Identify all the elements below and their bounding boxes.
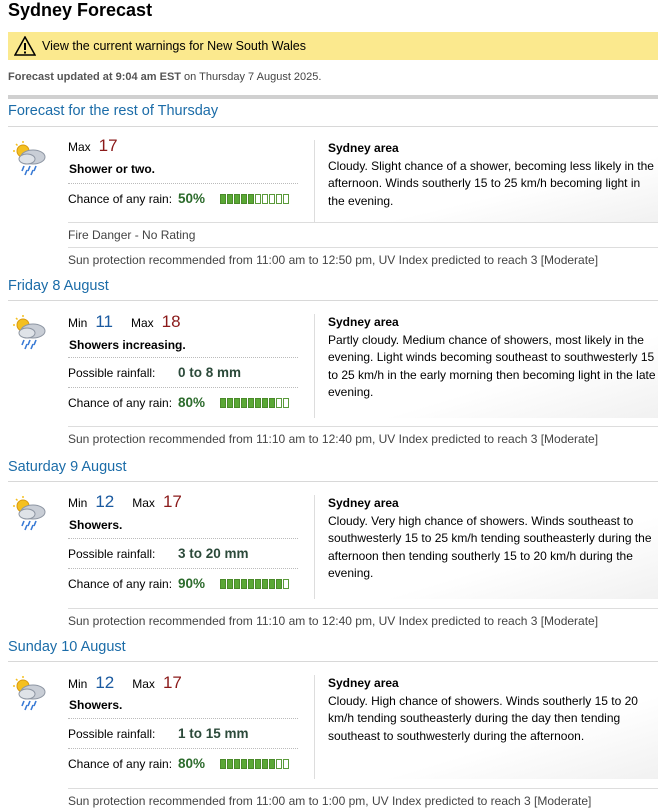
page-title: Sydney Forecast <box>8 0 153 20</box>
rain-bar-segment <box>255 759 261 769</box>
updated-time: Forecast updated at 9:04 am EST <box>8 71 181 83</box>
rain-bar-segment <box>227 759 233 769</box>
rain-bar-segment <box>269 759 275 769</box>
rainfall-row <box>68 357 298 387</box>
notes <box>68 788 658 812</box>
rain-bar-segment <box>283 194 289 204</box>
temperatures <box>68 673 182 693</box>
temperatures <box>68 312 181 332</box>
day-forecast <box>8 126 658 270</box>
shower-icon <box>12 495 48 531</box>
rain-bar-segment <box>241 579 247 589</box>
rain-bar-segment <box>248 579 254 589</box>
rainfall-value: 1 to 15 mm <box>178 726 249 741</box>
rain-chance-bar <box>220 579 289 589</box>
rain-bar-segment <box>227 579 233 589</box>
area-forecast <box>314 314 658 418</box>
rain-bar-segment <box>262 759 268 769</box>
area-text: Cloudy. Very high chance of showers. Winds southeast to southwesterly 15 to 25 km/h tending southeasterly during the afternoon then tending southerly 15 to 20 km/h during the evening. <box>328 513 652 580</box>
rainfall-row <box>68 538 298 568</box>
day-forecast <box>8 481 658 631</box>
rain-chance-value: 80% <box>178 395 206 410</box>
summary: Shower or two. <box>69 162 156 176</box>
warnings-link[interactable] <box>8 32 658 60</box>
rain-bar-segment <box>220 194 226 204</box>
rain-chance-label: Chance of any rain: <box>68 191 173 206</box>
rain-bar-segment <box>276 194 282 204</box>
rain-chance-row <box>68 568 298 598</box>
rain-bar-segment <box>269 579 275 589</box>
rainfall-label: Possible rainfall: <box>68 546 156 561</box>
max-temp: 17 <box>162 492 182 511</box>
area-text: Cloudy. Slight chance of a shower, becoming less likely in the afternoon. Winds southerly 15 to 25 km/h becoming light in the evening. <box>328 158 654 208</box>
rain-chance-value: 90% <box>178 576 206 591</box>
shower-icon <box>12 675 48 711</box>
max-label: Max <box>132 496 155 510</box>
rainfall-label: Possible rainfall: <box>68 365 156 380</box>
rain-chance-value: 50% <box>178 191 206 206</box>
rain-bar-segment <box>241 194 247 204</box>
divider <box>8 95 658 99</box>
rain-bar-segment <box>262 194 268 204</box>
temperatures <box>68 136 118 156</box>
rain-bar-segment <box>255 398 261 408</box>
max-temp: 17 <box>162 673 182 692</box>
area-text: Partly cloudy. Medium chance of showers, most likely in the evening. Light winds becoming southeast to southwesterly 15 to 25 km/h in the early morning then becoming light in the late evening. <box>328 332 656 399</box>
sun-protection: Sun protection recommended from 11:10 am to 12:40 pm, UV Index predicted to reach 3 [Moderate] <box>68 426 658 451</box>
rainfall-value: 0 to 8 mm <box>178 365 242 380</box>
rain-bar-segment <box>276 579 282 589</box>
rainfall-label: Possible rainfall: <box>68 726 156 741</box>
rainfall-row <box>68 718 298 748</box>
day-heading: Friday 8 August <box>8 278 109 294</box>
min-label: Min <box>68 677 88 691</box>
area-forecast <box>314 140 658 222</box>
max-temp: 18 <box>161 312 181 331</box>
rain-bar-segment <box>269 398 275 408</box>
rain-chance-row <box>68 748 298 778</box>
area-forecast <box>314 495 658 599</box>
rain-bar-segment <box>255 194 261 204</box>
sun-protection: Sun protection recommended from 11:00 am to 12:50 pm, UV Index predicted to reach 3 [Moderate] <box>68 247 658 272</box>
max-label: Max <box>68 140 91 154</box>
summary: Showers. <box>69 518 123 532</box>
fire-danger: Fire Danger - No Rating <box>68 222 658 247</box>
warning-icon <box>14 36 36 56</box>
area-forecast <box>314 675 658 779</box>
max-label: Max <box>132 677 155 691</box>
warning-text[interactable]: View the current warnings for New South Wales <box>42 39 307 53</box>
min-label: Min <box>68 496 88 510</box>
rain-bar-segment <box>234 759 240 769</box>
rain-bar-segment <box>234 579 240 589</box>
rain-chance-bar <box>220 759 289 769</box>
area-name: Sydney area <box>328 141 399 155</box>
rain-chance-label: Chance of any rain: <box>68 756 173 771</box>
rain-bar-segment <box>283 579 289 589</box>
rain-bar-segment <box>234 398 240 408</box>
area-text: Cloudy. High chance of showers. Winds southerly 15 to 20 km/h tending southeasterly during the day then tending southeast to southwesterly during the afternoon. <box>328 693 638 743</box>
temperatures <box>68 492 182 512</box>
rain-bar-segment <box>276 398 282 408</box>
shower-icon <box>12 314 48 350</box>
rain-bar-segment <box>248 194 254 204</box>
day-heading: Sunday 10 August <box>8 639 126 655</box>
sun-protection: Sun protection recommended from 11:00 am to 1:00 pm, UV Index predicted to reach 3 [Moderate] <box>68 788 658 812</box>
min-temp: 11 <box>95 312 113 331</box>
rain-chance-value: 80% <box>178 756 206 771</box>
rain-bar-segment <box>220 579 226 589</box>
rain-bar-segment <box>220 759 226 769</box>
rain-chance-row <box>68 387 298 417</box>
min-temp: 12 <box>95 492 115 511</box>
notes <box>68 426 658 451</box>
rain-chance-label: Chance of any rain: <box>68 576 173 591</box>
rain-chance-row <box>68 183 298 213</box>
rainfall-value: 3 to 20 mm <box>178 546 249 561</box>
day-forecast <box>8 661 658 812</box>
rain-bar-segment <box>283 759 289 769</box>
rain-bar-segment <box>276 759 282 769</box>
rain-chance-label: Chance of any rain: <box>68 395 173 410</box>
rain-bar-segment <box>234 194 240 204</box>
area-name: Sydney area <box>328 315 399 329</box>
rain-bar-segment <box>248 398 254 408</box>
forecast-updated <box>8 71 321 83</box>
rain-bar-segment <box>255 579 261 589</box>
summary: Showers. <box>69 698 123 712</box>
rain-bar-segment <box>227 194 233 204</box>
rain-bar-segment <box>269 194 275 204</box>
max-label: Max <box>131 316 154 330</box>
area-name: Sydney area <box>328 496 399 510</box>
shower-icon <box>12 140 48 176</box>
rain-bar-segment <box>283 398 289 408</box>
rain-bar-segment <box>262 398 268 408</box>
max-temp: 17 <box>98 136 118 155</box>
summary: Showers increasing. <box>69 338 186 352</box>
rain-chance-bar <box>220 398 289 408</box>
rain-bar-segment <box>241 398 247 408</box>
day-heading: Forecast for the rest of Thursday <box>8 103 219 119</box>
sun-protection: Sun protection recommended from 11:10 am to 12:40 pm, UV Index predicted to reach 3 [Moderate] <box>68 608 658 633</box>
day-forecast <box>8 300 658 450</box>
rain-bar-segment <box>241 759 247 769</box>
area-name: Sydney area <box>328 676 399 690</box>
rain-bar-segment <box>248 759 254 769</box>
notes <box>68 608 658 633</box>
min-temp: 12 <box>95 673 115 692</box>
min-label: Min <box>68 316 88 330</box>
rain-bar-segment <box>262 579 268 589</box>
rain-bar-segment <box>220 398 226 408</box>
updated-date: on Thursday 7 August 2025. <box>181 71 322 83</box>
rain-chance-bar <box>220 194 289 204</box>
rain-bar-segment <box>227 398 233 408</box>
day-heading: Saturday 9 August <box>8 459 127 475</box>
notes <box>68 222 658 272</box>
